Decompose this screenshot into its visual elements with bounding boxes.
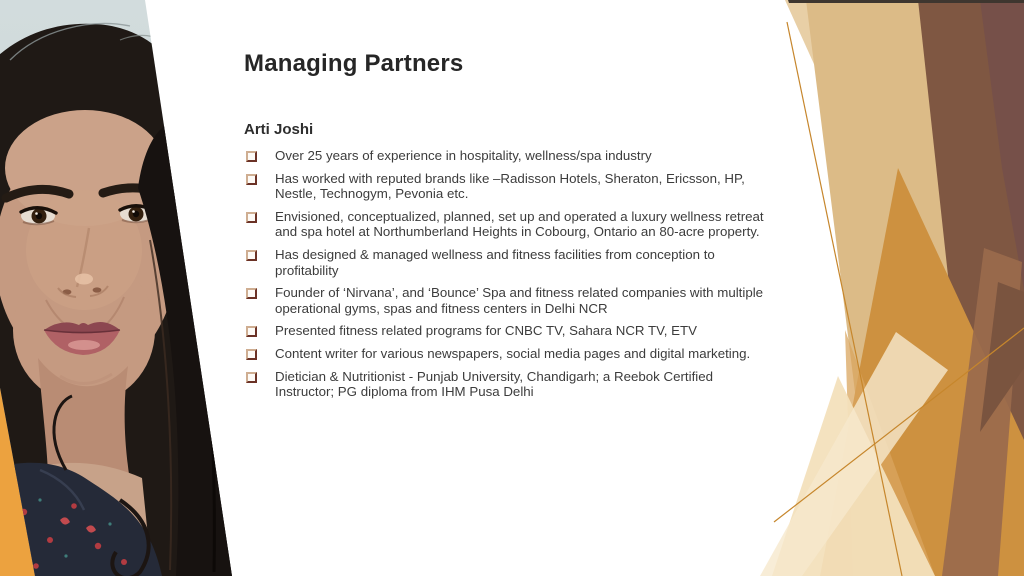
bullet-item	[244, 285, 768, 316]
bullet-item	[244, 323, 768, 339]
slide-content	[244, 50, 768, 407]
bullet-text: Founder of ‘Nirvana’, and ‘Bounce’ Spa and fitness related companies with multiple operational gyms, spas and fitness centers in Delhi NCR	[275, 285, 764, 316]
decoration-top-dark-strip	[788, 0, 1024, 3]
bullet-text: Content writer for various newspapers, social media pages and digital marketing.	[275, 345, 751, 361]
bullet-item	[244, 209, 768, 240]
bullet-item	[244, 171, 768, 202]
bullet-list	[244, 148, 768, 400]
bullet-item	[244, 346, 768, 362]
bullet-text: Envisioned, conceptualized, planned, set up and operated a luxury wellness retreat and spa hotel at Northumberland Heights in Cobourg, Ontario an 80-acre property.	[275, 208, 764, 240]
bullet-text: Over 25 years of experience in hospitality, wellness/spa industry	[275, 148, 652, 163]
bullet-text: Presented fitness related programs for CNBC TV, Sahara NCR TV, ETV	[275, 323, 697, 339]
square-bullet-icon	[246, 372, 257, 383]
square-bullet-icon	[246, 151, 257, 162]
presenter-name: Arti Joshi	[244, 121, 314, 138]
slide-title: Managing Partners	[244, 50, 464, 77]
square-bullet-icon	[246, 349, 257, 360]
bullet-text: Has designed & managed wellness and fitness facilities from conception to profitability	[275, 246, 715, 278]
bullet-item	[244, 247, 768, 278]
square-bullet-icon	[246, 288, 257, 299]
bullet-item	[244, 369, 768, 400]
bullet-text: Has worked with reputed brands like –Radisson Hotels, Sheraton, Ericsson, HP, Nestle, Technogym, Pevonia etc.	[275, 170, 745, 202]
square-bullet-icon	[246, 174, 257, 185]
square-bullet-icon	[246, 326, 257, 337]
bullet-text: Dietician & Nutritionist - Punjab University, Chandigarh; a Reebok Certified Instructor; PG diploma from IHM Pusa Delhi	[275, 368, 714, 400]
square-bullet-icon	[246, 250, 257, 261]
square-bullet-icon	[246, 212, 257, 223]
bullet-item	[244, 148, 768, 164]
